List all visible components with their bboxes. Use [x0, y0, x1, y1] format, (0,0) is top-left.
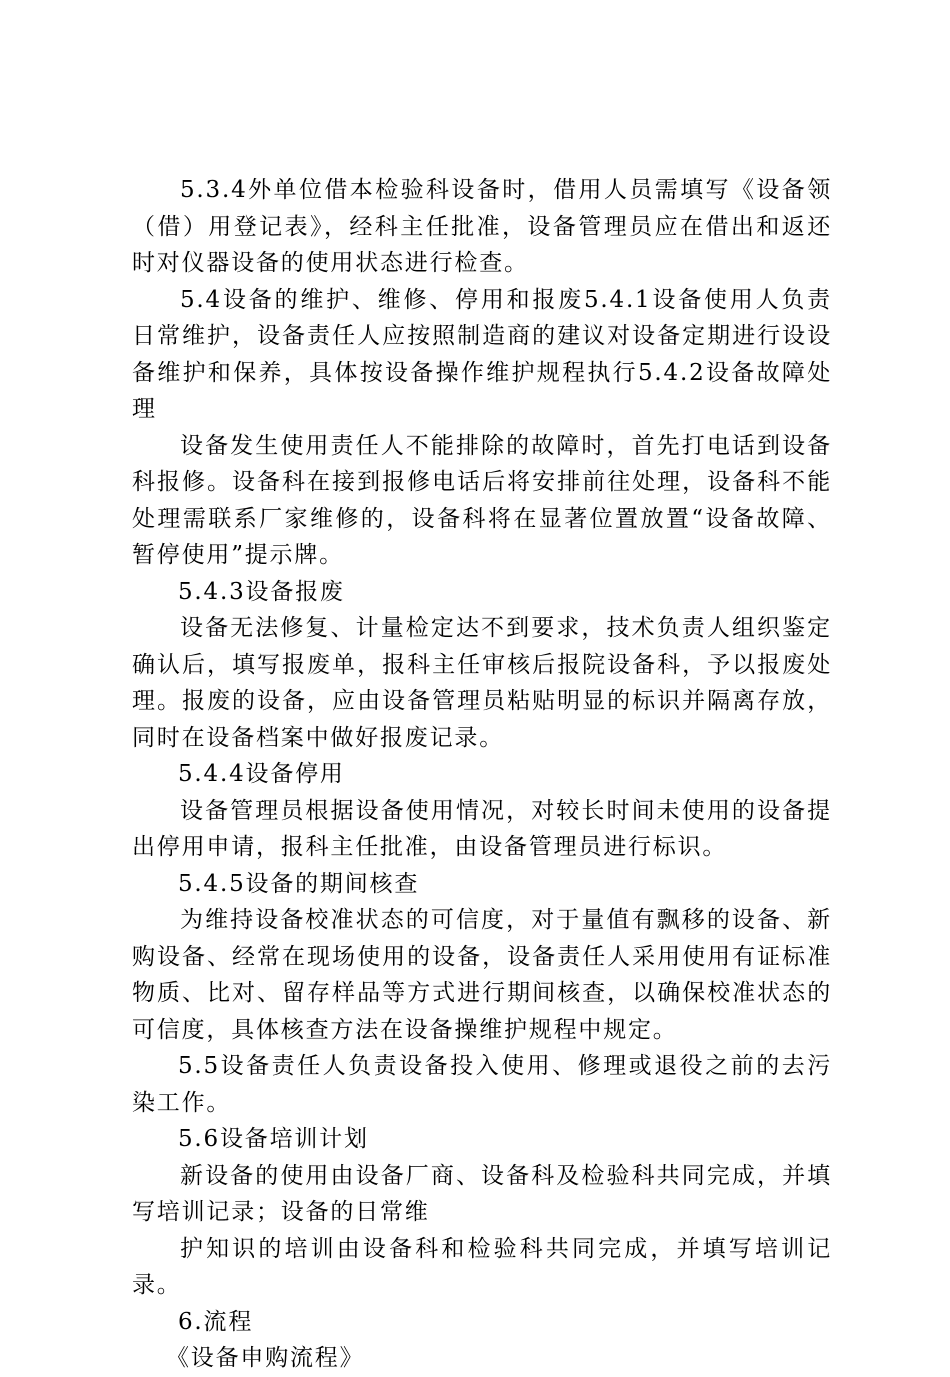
paragraph-5-3-4: 5.3.4外单位借本检验科设备时，借用人员需填写《设备领（借）用登记表》，经科主任批准，设备管理员应在借出和返还时对仪器设备的使用状态进行检查。	[132, 177, 832, 276]
paragraph-training-new: 新设备的使用由设备厂商、设备科及检验科共同完成，并填写培训记录；设备的日常维	[132, 1162, 832, 1225]
paragraph-training-routine: 护知识的培训由设备科和检验科共同完成，并填写培训记录。	[132, 1235, 832, 1298]
heading-5-4-5: 5.4.5设备的期间核查	[178, 870, 420, 897]
paragraph-scrapping: 设备无法修复、计量检定达不到要求，技术负责人组织鉴定确认后，填写报废单，报科主任审核后报院设备科，予以报废处理。报废的设备，应由设备管理员粘贴明显的标识并隔离存放，同时在设备档案中做好报废记录。	[132, 615, 832, 751]
paragraph-fault-handling: 设备发生使用责任人不能排除的故障时，首先打电话到设备科报修。设备科在接到报修电话后将安排前往处理，设备科不能处理需联系厂家维修的，设备科将在显著位置放置“设备故障、暂停使用”提示牌。	[132, 432, 832, 568]
procurement-flow-title: 《设备申购流程》	[166, 1345, 365, 1371]
paragraph-5-4: 5.4设备的维护、维修、停用和报废5.4.1设备使用人负责日常维护，设备责任人应按照制造商的建议对设备定期进行设设备维护和保养，具体按设备操作维护规程执行5.4.2设备故障处理	[132, 286, 832, 422]
paragraph-5-5: 5.5设备责任人负责设备投入使用、修理或退役之前的去污染工作。	[132, 1053, 832, 1116]
heading-5-4-3: 5.4.3设备报废	[178, 578, 345, 605]
paragraph-intermediate-check: 为维持设备校准状态的可信度，对于量值有飘移的设备、新购设备、经常在现场使用的设备，设备责任人采用使用有证标准物质、比对、留存样品等方式进行期间核查，以确保校准状态的可信度，具体核查方法在设备操维护规程中规定。	[132, 907, 832, 1043]
heading-5-4-4: 5.4.4设备停用	[178, 761, 345, 787]
document-body	[132, 172, 832, 1377]
heading-6: 6.流程	[178, 1308, 254, 1335]
heading-5-6: 5.6设备培训计划	[178, 1126, 369, 1152]
paragraph-suspension: 设备管理员根据设备使用情况，对较长时间未使用的设备提出停用申请，报科主任批准，由设备管理员进行标识。	[132, 797, 832, 860]
